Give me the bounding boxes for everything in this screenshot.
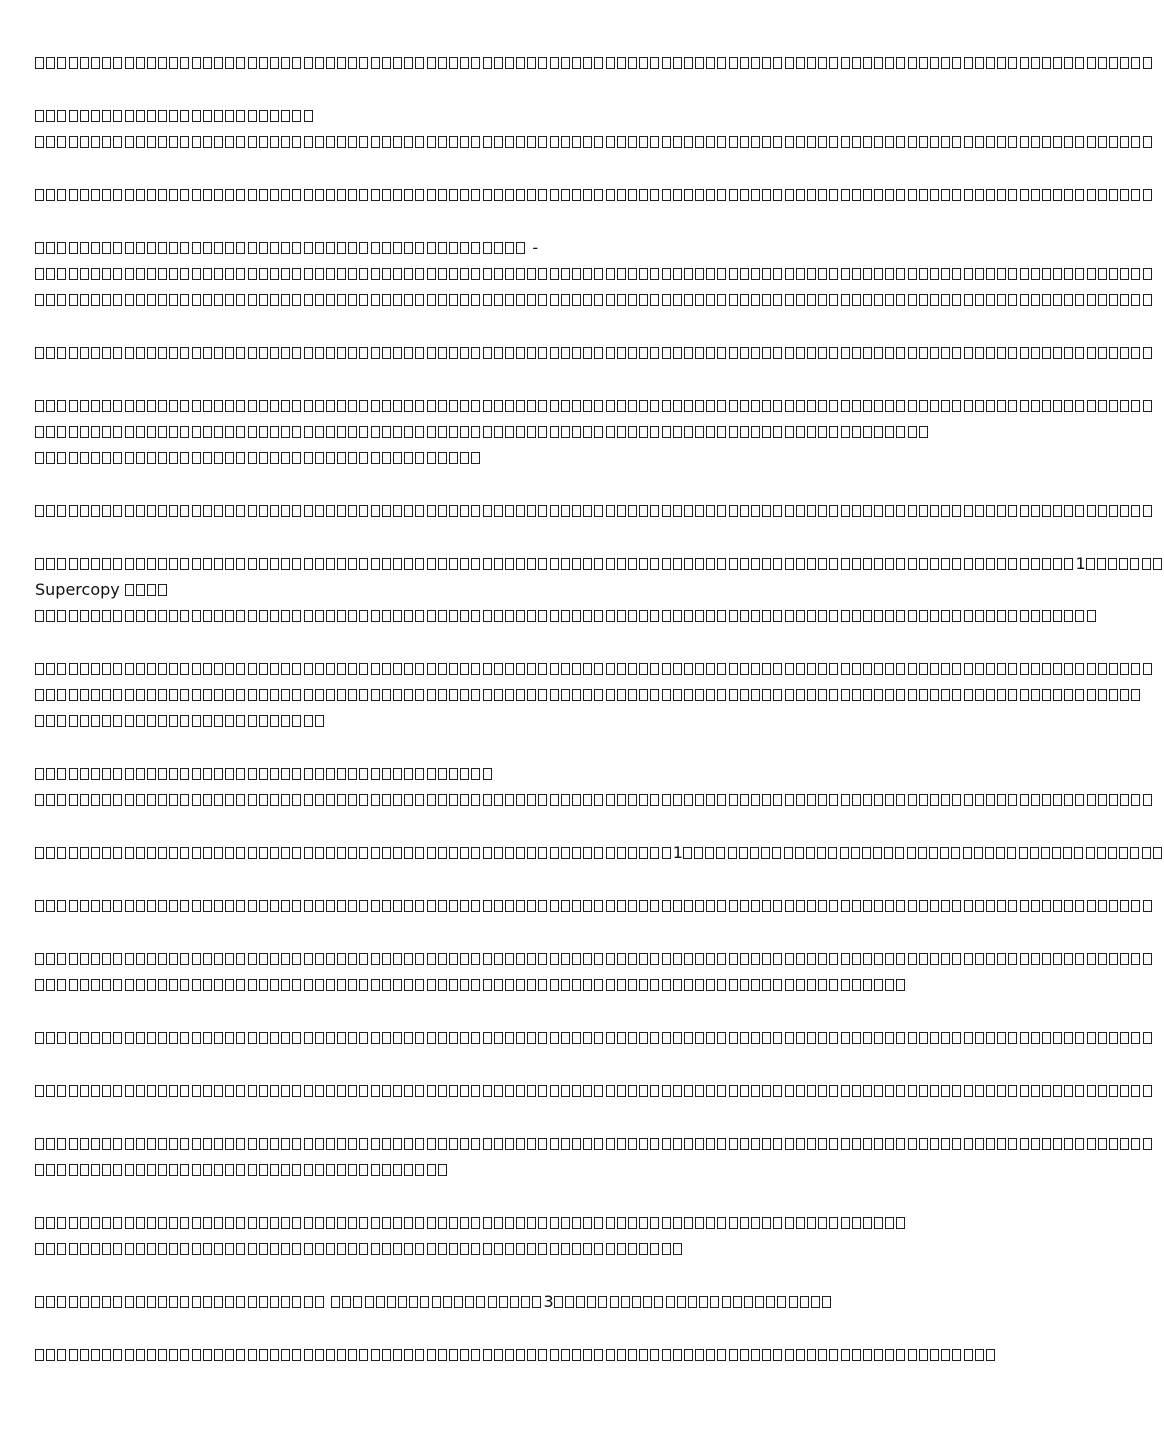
paragraph xyxy=(35,656,990,734)
paragraph xyxy=(35,498,990,524)
paragraph xyxy=(35,946,990,998)
text-line xyxy=(35,445,990,471)
text-line xyxy=(35,1210,990,1236)
text-line xyxy=(35,708,990,734)
text-line xyxy=(35,656,990,682)
text-line: 1 xyxy=(35,840,990,866)
paragraph xyxy=(35,235,990,313)
paragraph xyxy=(35,1210,990,1262)
text-line xyxy=(35,1342,990,1368)
paragraph xyxy=(35,1131,990,1183)
paragraph xyxy=(35,1025,990,1051)
paragraph xyxy=(35,761,990,813)
text-line xyxy=(35,1025,990,1051)
text-line xyxy=(35,340,990,366)
paragraph xyxy=(35,50,990,76)
paragraph xyxy=(35,1289,990,1315)
paragraph xyxy=(35,103,990,155)
text-line xyxy=(35,761,990,787)
text-line: 1 xyxy=(35,551,990,577)
text-line xyxy=(35,419,990,445)
paragraph xyxy=(35,1078,990,1104)
text-line xyxy=(35,1078,990,1104)
document-body xyxy=(35,50,1086,1368)
text-line xyxy=(35,498,990,524)
paragraph xyxy=(35,182,990,208)
text-line: 3 xyxy=(35,1289,990,1315)
text-line xyxy=(35,129,990,155)
paragraph xyxy=(35,1342,990,1368)
text-line: - xyxy=(35,235,990,261)
text-line: Supercopy xyxy=(35,577,990,603)
paragraph xyxy=(35,551,1086,629)
text-line xyxy=(35,972,990,998)
paragraph xyxy=(35,340,990,366)
text-line xyxy=(35,1157,990,1183)
text-line xyxy=(35,287,990,313)
text-line xyxy=(35,946,990,972)
text-line xyxy=(35,787,990,813)
text-line xyxy=(35,182,990,208)
text-line xyxy=(35,893,990,919)
text-line xyxy=(35,261,990,287)
text-line xyxy=(35,603,990,629)
text-line xyxy=(35,682,990,708)
text-line xyxy=(35,103,990,129)
paragraph xyxy=(35,893,990,919)
text-line xyxy=(35,50,990,76)
text-line xyxy=(35,1131,990,1157)
text-line xyxy=(35,1236,990,1262)
text-line xyxy=(35,393,990,419)
paragraph xyxy=(35,393,990,471)
paragraph xyxy=(35,840,990,866)
